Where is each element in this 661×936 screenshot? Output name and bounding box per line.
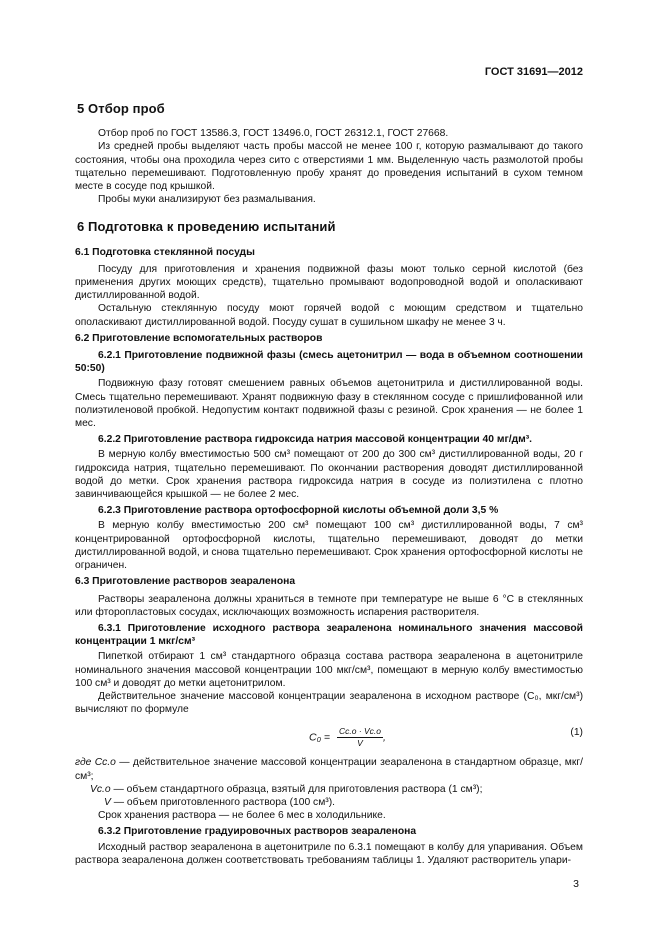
s5-paragraph-1: Отбор проб по ГОСТ 13586.3, ГОСТ 13496.0, ГОСТ 26312.1, ГОСТ 27668.: [98, 128, 449, 140]
legend-text-2: — объем стандартного образца, взятый для приготовления раствора (1 см³);: [110, 783, 483, 795]
s631-paragraph-1: Пипеткой отбирают 1 см³ стандартного образца состава раствора зеараленона в ацетонитриле номинального значения массовой концентрации 100 мкг/см³, помещают в мерную колбу вместимостью 100 см³ и доводят до метки ацетонитрилом.: [75, 651, 583, 689]
formula-numerator: Cс.о · Vс.о: [338, 726, 382, 737]
section-5-title: 5 Отбор проб: [77, 101, 165, 116]
s621-paragraph: Подвижную фазу готовят смешением равных объемов ацетонитрила и дистиллированной воды. Смесь тщательно перемешивают. Хранят подвижную фазу в стеклянном сосуде с пришлифованной или полиэтиленовой пробкой. Недопустим контакт подвижной фазы с резиной. Срок хранения — не более 1 мес.: [75, 378, 583, 430]
legend-text-3: — объем приготовленного раствора (100 см³).: [110, 796, 336, 808]
section-6-title: 6 Подготовка к проведению испытаний: [77, 219, 336, 235]
formula-tail: ,: [383, 731, 386, 744]
page-number: 3: [573, 878, 579, 890]
section-6-1-title: 6.1 Подготовка стеклянной посуды: [75, 246, 255, 258]
s5-paragraph-3: Пробы муки анализируют без размалывания.: [98, 194, 316, 206]
legend-symbol-3: V: [104, 796, 111, 808]
formula-fraction: [337, 726, 383, 749]
formula-number: (1): [570, 727, 583, 739]
section-6-2-1-title: 6.2.1 Приготовление подвижной фазы (смесь ацетонитрил — вода в объемном соотношении 50:50): [75, 350, 583, 375]
section-6-2-title: 6.2 Приготовление вспомогательных растворов: [75, 332, 323, 344]
legend-row-1: [75, 756, 583, 782]
legend-text-1: — действительное значение массовой концентрации зеараленона в стандартном образце, мкг/см³;: [75, 757, 583, 782]
formula-lhs: C₀ =: [309, 731, 331, 744]
legend-row-3: [75, 796, 583, 809]
section-6-2-3-title: 6.2.3 Приготовление раствора ортофосфорной кислоты объемной доли 3,5 %: [98, 505, 499, 517]
section-6-3-1-title: 6.3.1 Приготовление исходного раствора зеараленона номинального значения массовой концентрации 1 мкг/см³: [75, 622, 583, 648]
formula-expression: [309, 726, 386, 749]
s63-paragraph-1: Растворы зеараленона должны храниться в темноте при температуре не выше 6 °С в стеклянных или фторопластовых сосудах, исключающих возможность испарения растворителя.: [75, 593, 583, 618]
s5-paragraph-2: Из средней пробы выделяют часть пробы массой не менее 100 г, которую размалывают до такого состояния, чтобы она проходила через сито с отверстиями 1 мм. Выделенную часть размолотой пробы тщательно перемешивают. Подготовленную пробу хранят до проведения испытаний в сухом темном месте в сосуде под крышкой.: [75, 141, 583, 193]
page-content: [75, 92, 583, 867]
s622-paragraph: В мерную колбу вместимостью 500 см³ помещают от 200 до 300 см³ дистиллированной воды, 20 г гидроксида натрия, тщательно перемешивают. По окончании растворения доводят дистиллированной водой до метки. Срок хранения раствора гидроксида натрия в сосуде из полиэтилена с плотно завинчивающейся крышкой — не более 2 мес.: [75, 449, 583, 501]
section-6-3-2-title: 6.3.2 Приготовление градуировочных растворов зеараленона: [98, 826, 417, 838]
s632-paragraph: Исходный раствор зеараленона в ацетонитриле по 6.3.1 помещают в колбу для упаривания. Объем раствора зеараленона должен соответствовать требованиям таблицы 1. Удаляют растворитель упари-: [75, 841, 583, 866]
s61-paragraph-2: Остальную стеклянную посуду моют горячей водой с моющим средством и тщательно ополаскивают дистиллированной водой. Посуду сушат в сушильном шкафу не менее 3 ч.: [75, 303, 583, 328]
s631-paragraph-3: Срок хранения раствора — не более 6 мес в холодильнике.: [98, 810, 386, 822]
legend-symbol-2: Vс.о: [90, 783, 111, 795]
section-6-2-2-title: 6.2.2 Приготовление раствора гидроксида натрия массовой концентрации 40 мг/дм³.: [98, 434, 533, 446]
formula-legend: [75, 756, 583, 809]
standard-header: ГОСТ 31691—2012: [484, 66, 583, 78]
formula-1: [75, 720, 583, 750]
section-6-3-title: 6.3 Приготовление растворов зеараленона: [75, 576, 296, 588]
s631-paragraph-2: Действительное значение массовой концентрации зеараленона в исходном растворе (C₀, мкг/см³) вычисляют по формуле: [75, 690, 583, 716]
formula-denominator: V: [357, 738, 363, 749]
s623-paragraph: В мерную колбу вместимостью 200 см³ помещают 100 см³ дистиллированной воды, 7 см³ концентрированной ортофосфорной кислоты, тщательно перемешивают, доводят до метки дистиллированной водой, и снова тщательно перемешивают. Срок хранения ортофосфорной кислоты не ограничен.: [75, 520, 583, 572]
legend-row-2: [75, 783, 583, 796]
s61-paragraph-1: Посуду для приготовления и хранения подвижной фазы моют только серной кислотой (без применения других моющих средств), тщательно промывают водопроводной водой и ополаскивают дистиллированной водой.: [75, 263, 583, 302]
legend-symbol-1: где Cс.о: [75, 757, 116, 769]
